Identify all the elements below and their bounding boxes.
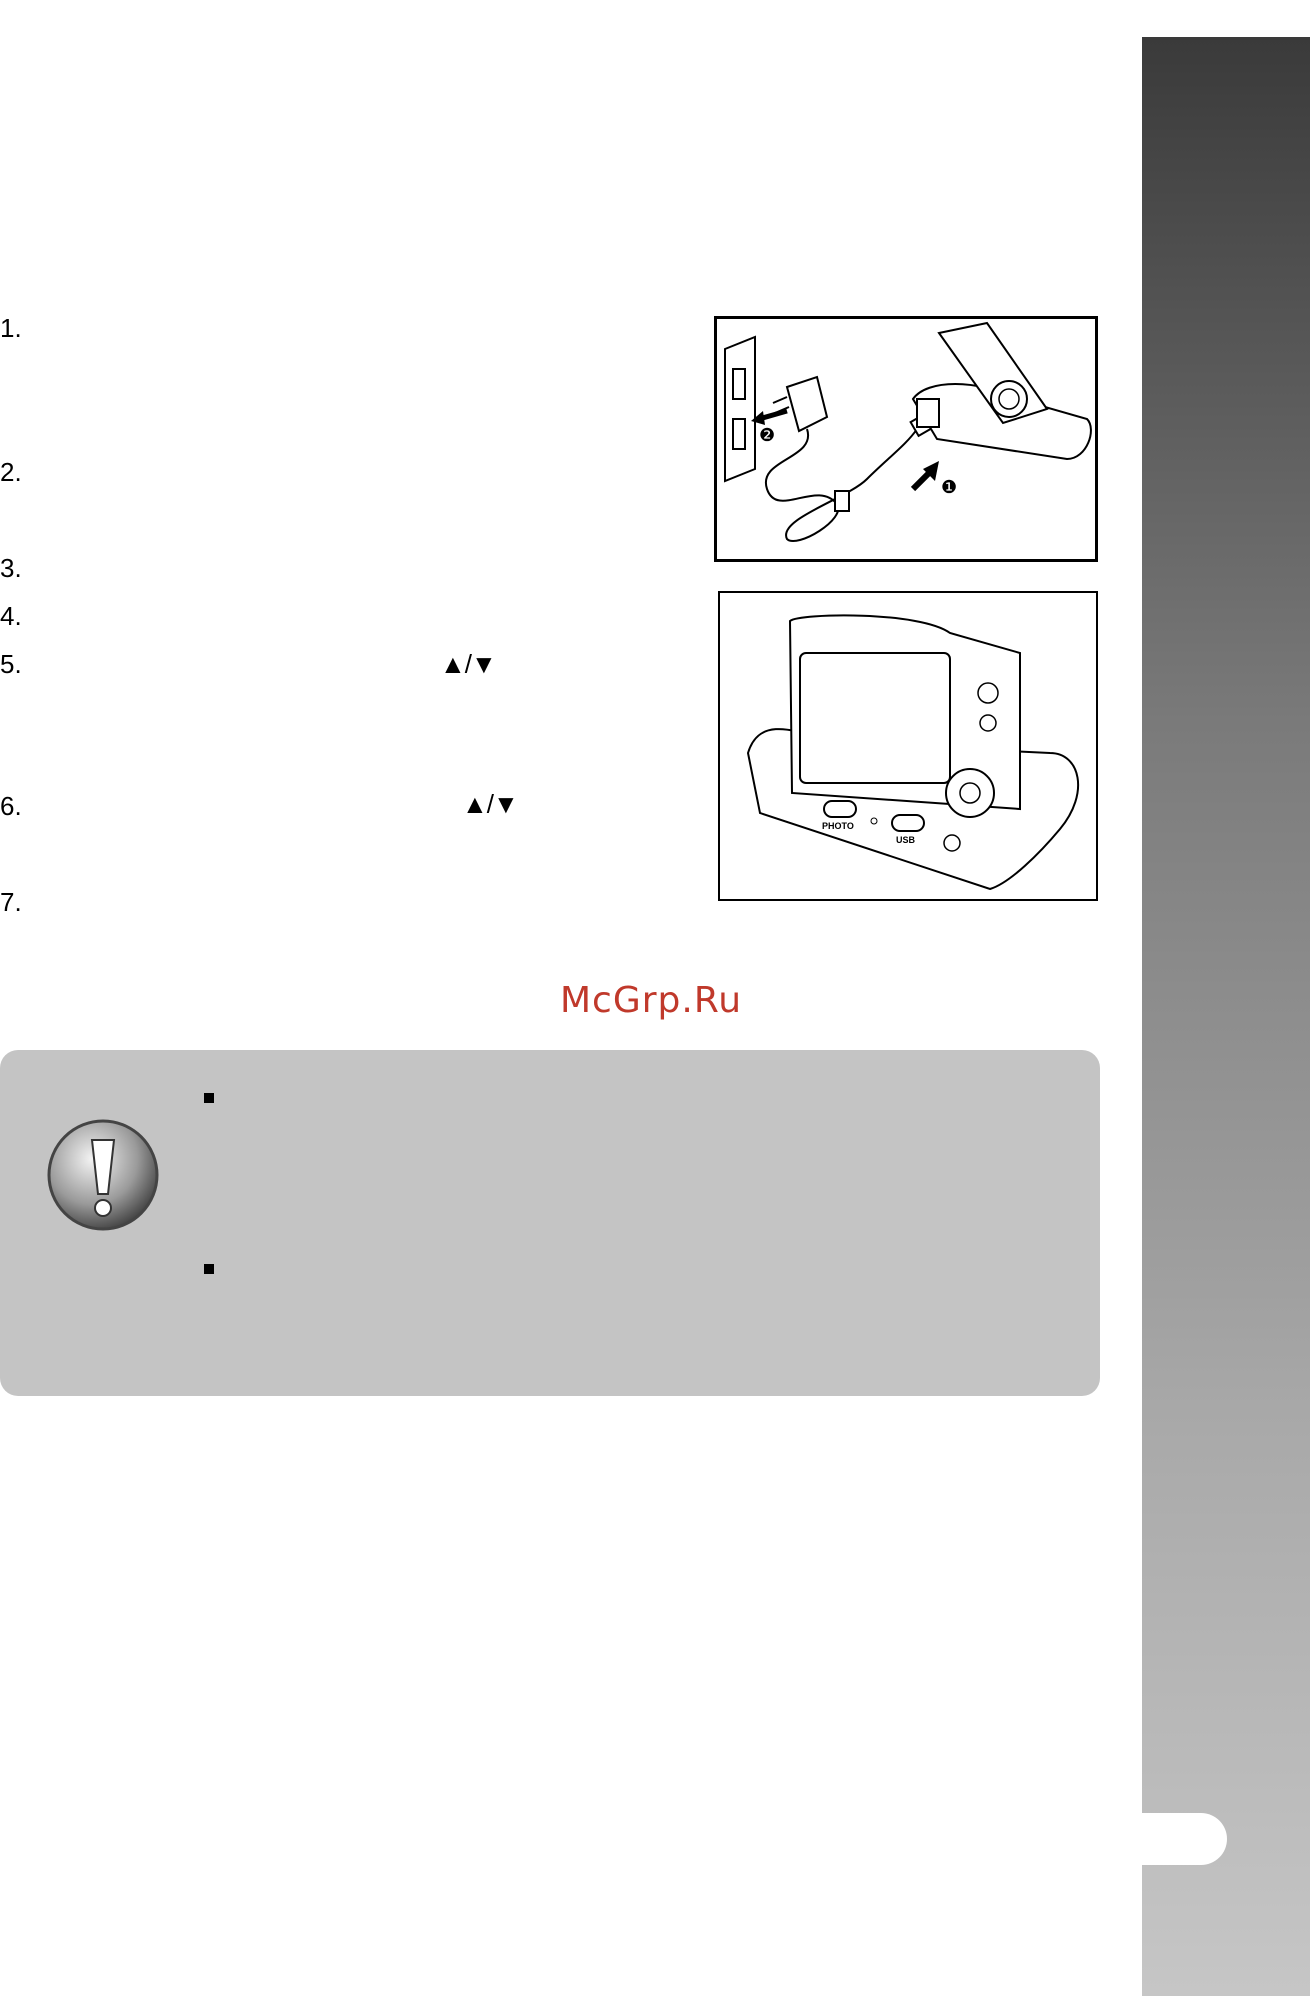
up-down-arrow-keys-icon: ▲/▼ [440, 649, 496, 679]
step-6-number: 6. [0, 791, 22, 821]
photo-button-label: PHOTO [822, 821, 854, 831]
chapter-sidebar [1142, 37, 1310, 1996]
step-5-number: 5. [0, 649, 22, 679]
callout-2-label: ❷ [759, 425, 776, 445]
note-bullet-1 [204, 1093, 214, 1103]
figure-camera-in-cradle [718, 591, 1098, 901]
up-down-arrow-keys-icon: ▲/▼ [462, 789, 518, 819]
step-3-number: 3. [0, 553, 22, 583]
step-7-number: 7. [0, 887, 22, 917]
note-bullet-2 [204, 1264, 214, 1274]
usb-button-label: USB [896, 835, 916, 845]
caution-note-box [0, 1050, 1100, 1396]
page-number-tab [1142, 1813, 1227, 1865]
callout-1-label: ❶ [941, 477, 958, 497]
cradle-illustration [720, 593, 1096, 899]
step-4-number: 4. [0, 601, 22, 631]
watermark: McGrp.Ru [560, 980, 743, 1021]
exclamation-icon [46, 1118, 160, 1232]
figure-adapter-connection [714, 316, 1098, 562]
step-2-number: 2. [0, 457, 22, 487]
step-1-number: 1. [0, 313, 22, 343]
